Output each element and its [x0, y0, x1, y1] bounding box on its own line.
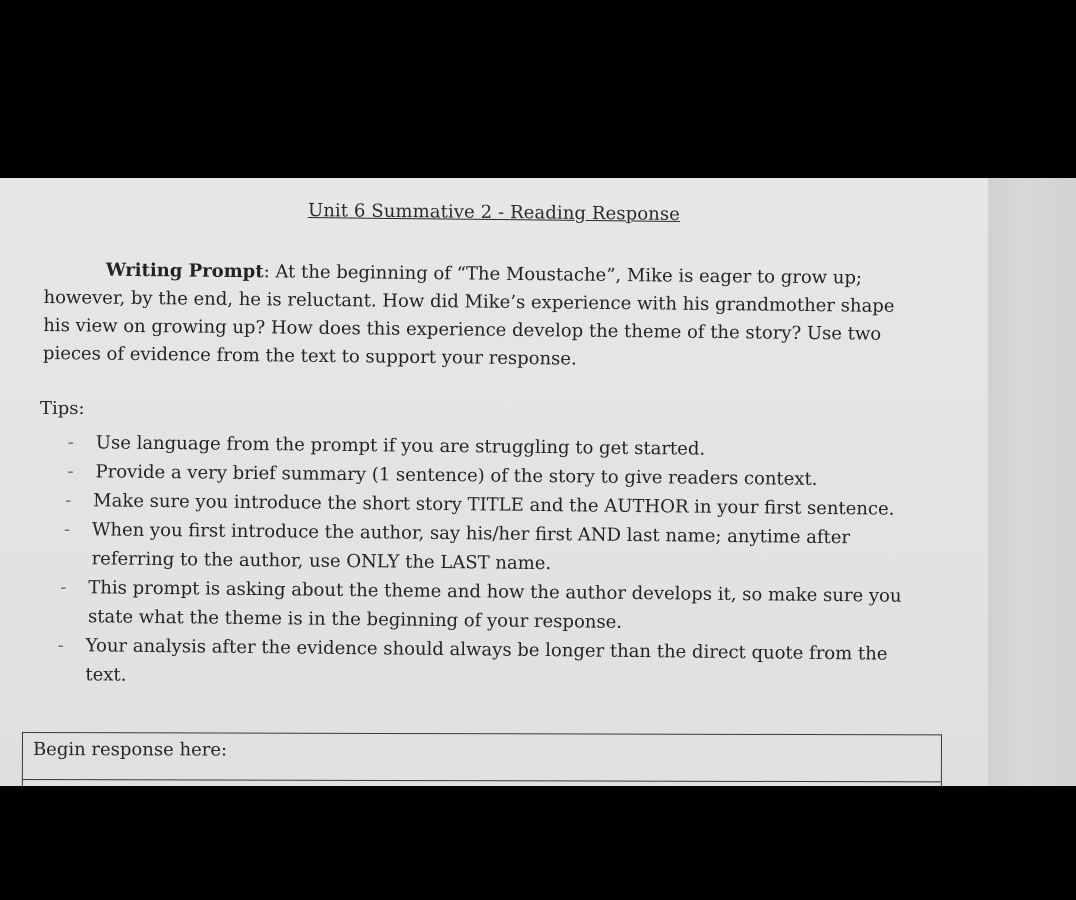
tip-text: Your analysis after the evidence should always be longer than the direct quote from the text. — [85, 635, 888, 686]
tip-text: This prompt is asking about the theme and how the author develops it, so make sure you state what the theme is in the beginning of your response. — [87, 577, 902, 633]
tip-text: Use language from the prompt if you are struggling to get started. — [95, 432, 706, 460]
tip-item — [53, 631, 912, 698]
tip-text: When you first introduce the author, say his/her first AND last name; anytime after referring to the author, use ONLY the LAST name. — [91, 519, 851, 575]
tips-heading: Tips: — [40, 398, 85, 419]
writing-prompt-paragraph — [43, 256, 924, 377]
tip-item — [59, 515, 913, 582]
dash-bullet-icon: - — [63, 519, 71, 541]
dash-bullet-icon: - — [60, 576, 67, 599]
document-page — [0, 178, 988, 786]
dash-bullet-icon: - — [65, 490, 72, 512]
response-label: Begin response here: — [32, 739, 228, 761]
dash-bullet-icon: - — [67, 461, 74, 483]
tip-item — [56, 573, 913, 640]
screen-right-margin — [988, 178, 1076, 786]
response-table-divider — [23, 779, 941, 782]
paragraph-indent — [44, 275, 106, 276]
tips-list — [57, 428, 914, 698]
dash-bullet-icon: - — [57, 634, 64, 657]
monitor-screen — [0, 178, 1076, 786]
writing-prompt-text: : At the beginning of “The Moustache”, Mike is eager to grow up; however, by the end, he is reluctant. How did Mike’s experience with his grandmother shape his view on growing up? How does this experience develop the theme of the story? Use two pieces of evidence from the text to support your response. — [42, 261, 895, 370]
writing-prompt-label: Writing Prompt — [105, 259, 264, 283]
dash-bullet-icon: - — [67, 432, 75, 454]
tip-text: Make sure you introduce the short story TITLE and the AUTHOR in your first sentence. — [93, 490, 895, 520]
response-table[interactable] — [22, 732, 942, 786]
photo-black-band-top — [0, 0, 1076, 178]
tip-text: Provide a very brief summary (1 sentence) of the story to give readers context. — [95, 461, 818, 490]
photo-black-band-bottom — [0, 786, 1076, 900]
document-title: Unit 6 Summative 2 - Reading Response — [307, 200, 681, 225]
